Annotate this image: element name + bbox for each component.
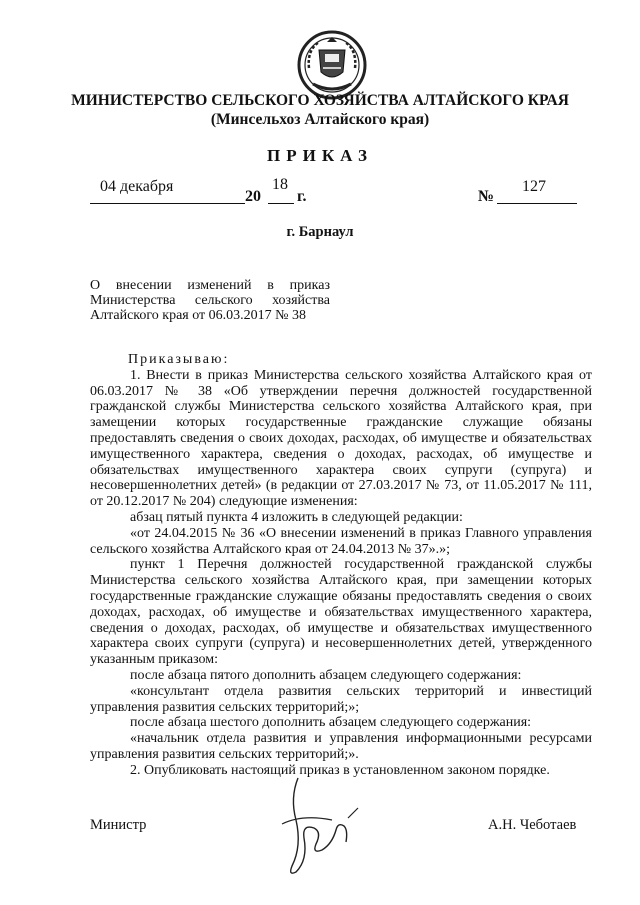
paragraph: 1. Внести в приказ Министерства сельского хозяйства Алтайского края от 06.03.2017 № 38 «Об утверждении перечня должностей государственной гражданской службы Министерства сельского хозяйства Алтайского края, при замещении которых государственные гражданские служащие обязаны предоставлять сведения о своих доходах, расходах, об имуществе и обязательствах имущественного характера, сведения о доходах, расходах, об имуществе и обязательствах имущественного характера своих супруги (супруга) и несовершеннолетних детей» (в редакции от 27.03.2017 № 73, от 11.05.2017 № 111, от 20.12.2017 № 204) следующие изменения: (90, 367, 592, 510)
year-suffix: 18 (272, 176, 288, 193)
year-underline (268, 203, 294, 204)
document-body (90, 352, 592, 779)
paragraph: пункт 1 Перечня должностей государственной гражданской службы Министерства сельского хозяйства Алтайского края, при замещении которых государственные гражданские служащие обязаны предоставлять сведения о своих доходах, расходах, об имуществе и обязательствах имущественного характера, сведения о доходах, расходах, об имуществе и обязательствах имущественного характера своих супруги (супруга) и несовершеннолетних детей, утвержденного указанным приказом: (90, 557, 592, 668)
paragraph: абзац пятый пункта 4 изложить в следующей редакции: (130, 509, 463, 525)
year-prefix: 20 (245, 188, 261, 205)
paragraph: после абзаца пятого дополнить абзацем следующего содержания: (130, 667, 522, 683)
paragraph: 2. Опубликовать настоящий приказ в установленном законом порядке. (130, 762, 550, 778)
paragraph: «консультант отдела развития сельских территорий и инвестиций управления развития сельских территорий;»; (90, 683, 592, 715)
document-number: 127 (522, 178, 546, 195)
coat-of-arms-emblem (295, 28, 369, 102)
date-day-month: 04 декабря (100, 178, 174, 195)
document-subject: О внесении изменений в приказ Министерства сельского хозяйства Алтайского края от 06.03.2017 № 38 (90, 278, 330, 323)
year-mark: г. (297, 188, 307, 205)
ministry-name: МИНИСТЕРСТВО СЕЛЬСКОГО ХОЗЯЙСТВА АЛТАЙСКОГО КРАЯ (71, 92, 569, 109)
number-sign: № (478, 188, 495, 205)
handwritten-signature (262, 768, 382, 883)
ministry-short-name: (Минсельхоз Алтайского края) (210, 111, 430, 128)
paragraph: «начальник отдела развития и управления информационными ресурсами управления развития сельских территорий;». (90, 731, 592, 762)
paragraph: «от 24.04.2015 № 36 «О внесении изменений в приказ Главного управления сельского хозяйства Алтайского края от 24.04.2013 № 37».»; (90, 525, 592, 557)
date-underline (90, 203, 245, 204)
city: г. Барнаул (286, 224, 354, 240)
paragraph: после абзаца шестого дополнить абзацем следующего содержания: (130, 715, 532, 731)
signatory-name: А.Н. Чеботаев (488, 817, 577, 833)
document-type: ПРИКАЗ (267, 146, 373, 165)
coat-of-arms-icon (295, 28, 369, 102)
number-underline (497, 203, 577, 204)
signature-icon (262, 768, 382, 883)
signatory-title: Министр (90, 817, 147, 833)
decree-word: Приказываю: (128, 352, 230, 367)
